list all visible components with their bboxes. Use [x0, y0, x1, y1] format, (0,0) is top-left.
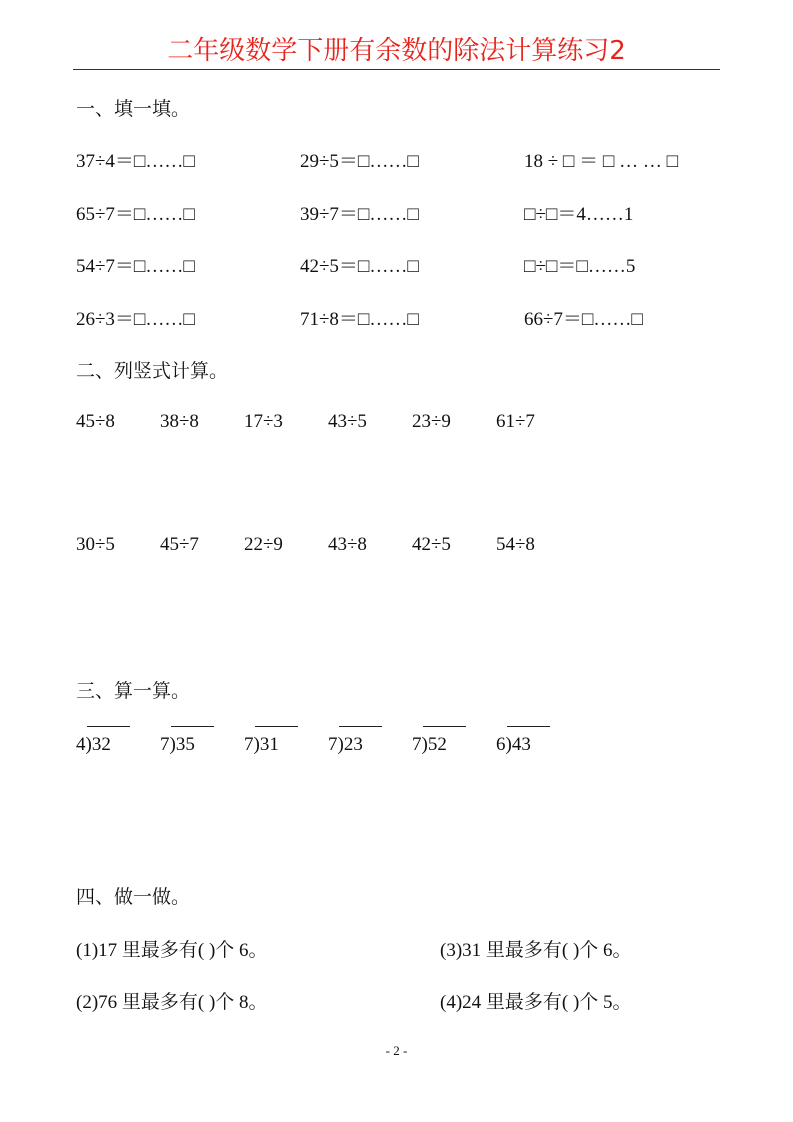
title-underline	[73, 69, 720, 70]
question-item: (4)24 里最多有( )个 5。	[440, 992, 632, 1013]
question-item: (1)17 里最多有( )个 6。	[76, 940, 268, 961]
long-division-item: 7)31	[244, 734, 279, 755]
fill-item: 37÷4＝□……□	[76, 151, 195, 172]
fill-item: 29÷5＝□……□	[300, 151, 419, 172]
long-division-bar	[255, 726, 298, 727]
fill-item: 66÷7＝□……□	[524, 309, 643, 330]
page-number: - 2 -	[385, 1043, 408, 1058]
vertical-calc-item: 38÷8	[160, 411, 199, 432]
section2-heading: 二、列竖式计算。	[76, 361, 229, 382]
vertical-calc-item: 22÷9	[244, 534, 283, 555]
vertical-calc-item: 17÷3	[244, 411, 283, 432]
section3-heading: 三、算一算。	[76, 681, 191, 702]
fill-item: 26÷3＝□……□	[76, 309, 195, 330]
long-division-bar	[339, 726, 382, 727]
long-division-bar	[87, 726, 130, 727]
long-division-item: 4)32	[76, 734, 111, 755]
long-division-bar	[171, 726, 214, 727]
fill-item: 54÷7＝□……□	[76, 256, 195, 277]
question-item: (2)76 里最多有( )个 8。	[76, 992, 268, 1013]
long-division-item: 7)23	[328, 734, 363, 755]
vertical-calc-item: 30÷5	[76, 534, 115, 555]
vertical-calc-item: 61÷7	[496, 411, 535, 432]
vertical-calc-item: 43÷8	[328, 534, 367, 555]
long-division-item: 7)52	[412, 734, 447, 755]
fill-item: 65÷7＝□……□	[76, 204, 195, 225]
question-item: (3)31 里最多有( )个 6。	[440, 940, 632, 961]
vertical-calc-item: 23÷9	[412, 411, 451, 432]
section1-heading: 一、填一填。	[76, 99, 191, 120]
fill-item: □÷□＝4……1	[524, 204, 634, 225]
page-title: 二年级数学下册有余数的除法计算练习2	[167, 36, 626, 66]
vertical-calc-item: 45÷7	[160, 534, 199, 555]
fill-item: 18 ÷ □ ＝ □ … … □	[524, 151, 679, 172]
vertical-calc-item: 54÷8	[496, 534, 535, 555]
section4-heading: 四、做一做。	[76, 887, 191, 908]
fill-item: 42÷5＝□……□	[300, 256, 419, 277]
vertical-calc-item: 43÷5	[328, 411, 367, 432]
long-division-item: 6)43	[496, 734, 531, 755]
vertical-calc-item: 45÷8	[76, 411, 115, 432]
long-division-item: 7)35	[160, 734, 195, 755]
long-division-bar	[507, 726, 550, 727]
vertical-calc-item: 42÷5	[412, 534, 451, 555]
fill-item: □÷□＝□……5	[524, 256, 636, 277]
fill-item: 71÷8＝□……□	[300, 309, 419, 330]
fill-item: 39÷7＝□……□	[300, 204, 419, 225]
long-division-bar	[423, 726, 466, 727]
